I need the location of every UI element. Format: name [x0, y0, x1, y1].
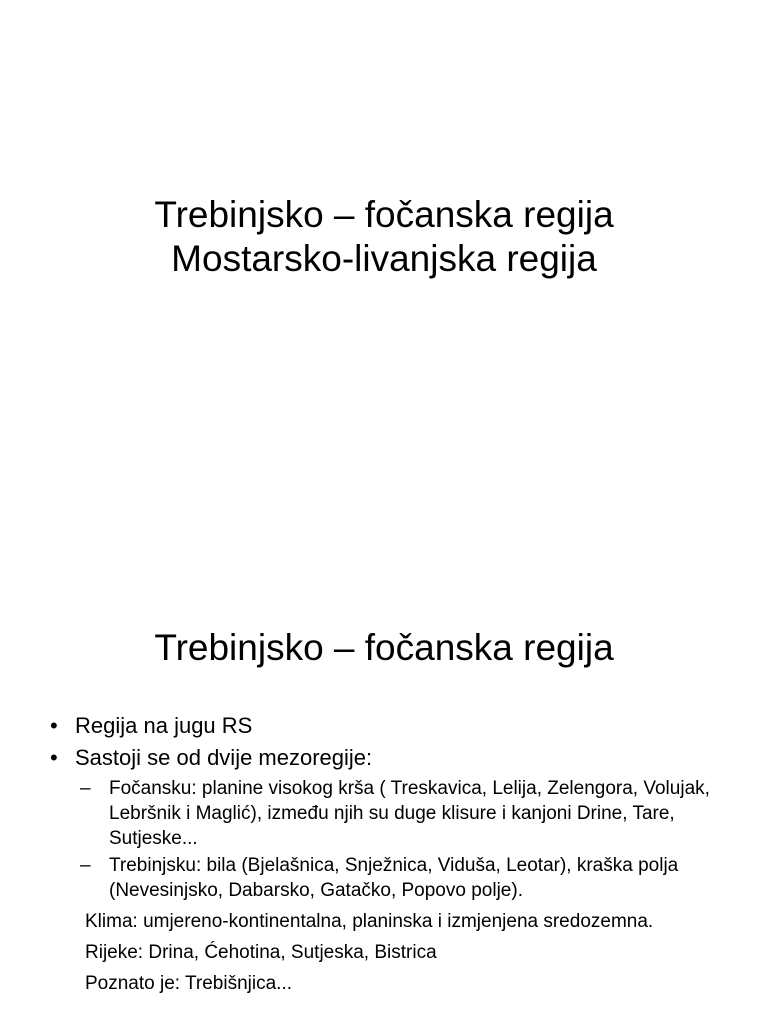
- sub-bullet-item: [44, 776, 734, 851]
- plain-item: Poznato je: Trebišnjica...: [85, 973, 292, 994]
- bullet-text: Regija na jugu RS: [75, 713, 253, 738]
- title-line-2: Mostarsko-livanjska regija: [171, 238, 597, 279]
- bullet-item: [44, 742, 734, 774]
- dash-marker: –: [80, 778, 91, 799]
- slide-2-content: [44, 710, 734, 996]
- sub-bullet-text: Fočansku: planine visokog krša ( Treskavica, Lelija, Zelengora, Volujak, Lebršnik i Maglić), između njih su duge klisure i kanjoni Drine, Tare, Sutjeske...: [109, 778, 710, 849]
- slide-2-title: Trebinjsko – fočanska regija: [154, 627, 614, 668]
- bullet-text: Sastoji se od dvije mezoregije:: [75, 745, 373, 770]
- bullet-marker: •: [50, 713, 58, 738]
- title-line-1: Trebinjsko – fočanska regija: [154, 194, 614, 235]
- slide-1-title: [0, 193, 768, 281]
- plain-item: Rijeke: Drina, Ćehotina, Sutjeska, Bistrica: [85, 942, 437, 963]
- bullet-marker: •: [50, 745, 58, 770]
- slide-2: [0, 576, 768, 1024]
- plain-item: Klima: umjereno-kontinentalna, planinska i izmjenjena sredozemna.: [85, 911, 654, 932]
- bullet-item: [44, 710, 734, 742]
- sub-bullet-item: [44, 853, 734, 903]
- dash-marker: –: [80, 855, 91, 876]
- sub-bullet-text: Trebinjsku: bila (Bjelašnica, Snježnica, Viduša, Leotar), kraška polja (Nevesinjsko, Dabarsko, Gatačko, Popovo polje).: [109, 855, 679, 901]
